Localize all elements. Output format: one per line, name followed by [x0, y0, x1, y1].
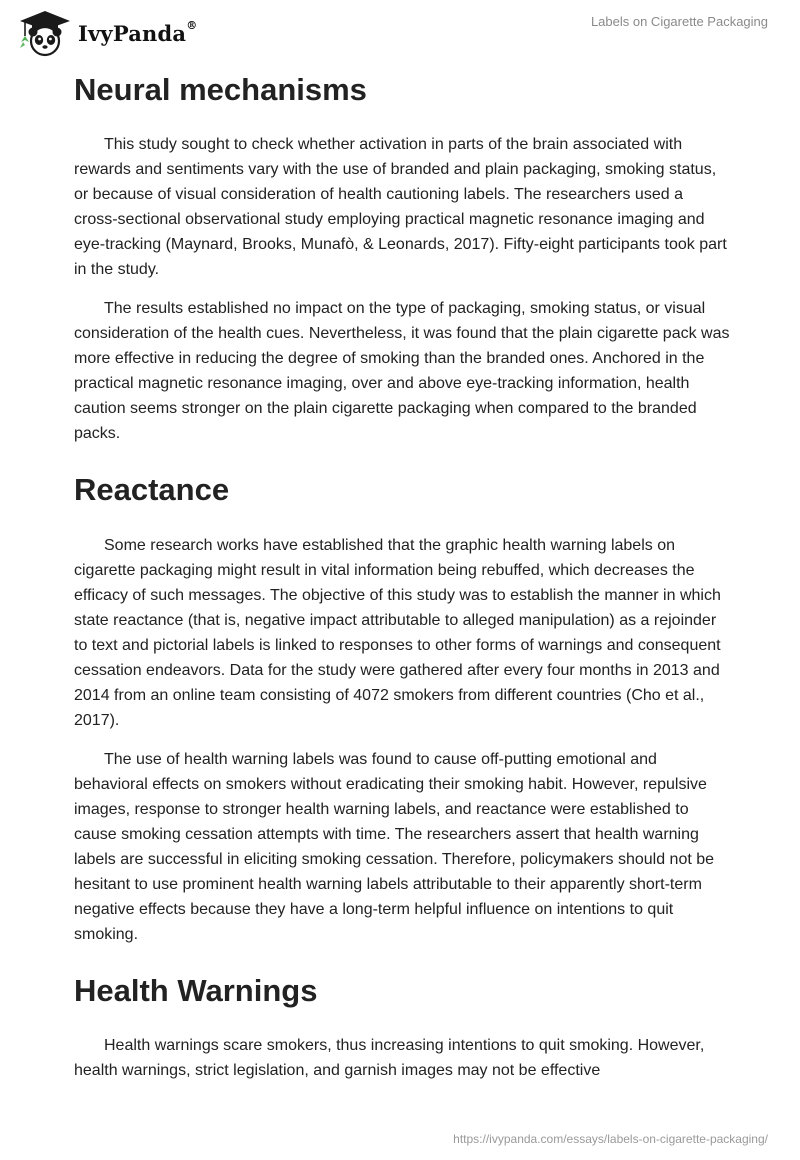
running-title: Labels on Cigarette Packaging	[590, 14, 768, 29]
paragraph: Some research works have established that the graphic health warning labels on cigarette packaging might result in vital information being rebuffed, which decreases the efficacy of such messages. The objective of this study was to establish the manner in which state reactance (that is, negative impact attributable to alleged manipulation) as a rejoinder to text and pictorial labels is linked to responses to other forms of warnings and consequent cessation endeavors. Data for the study were gathered after every four months in 2013 and 2014 from an online team consisting of 4072 smokers from different countries (Cho et al., 2017).	[74, 536, 721, 729]
section-health-warnings	[74, 971, 730, 1107]
paragraph: The use of health warning labels was found to cause off-putting emotional and behavioral effects on smokers without eradicating their smoking habit. However, repulsive images, response to stronger health warning labels, and reactance were established to cause smoking cessation attempts with time. The researchers assert that health warning labels are successful in eliciting smoking cessation. Therefore, policymakers should not be hesitant to use prominent health warning labels attributable to their apparently short-term negative effects because they have a long-term helpful influence on intentions to quit smoking.	[74, 750, 715, 943]
paragraph: The results established no impact on the type of packaging, smoking status, or visual consideration of the health cues. Nevertheless, it was found that the plain cigarette pack was more effective in reducing the degree of smoking than the branded ones. Anchored in the practical magnetic resonance imaging, over and above eye-tracking information, health caution seems stronger on the plain cigarette packaging when compared to the branded packs.	[74, 300, 730, 443]
section-heading: Reactance	[74, 472, 230, 508]
section-heading: Neural mechanisms	[74, 72, 367, 107]
panda-graduate-icon	[14, 8, 76, 58]
section-neural-mechanisms	[74, 70, 730, 470]
footer-url[interactable]: https://ivypanda.com/essays/labels-on-cigarette-packaging/	[453, 1132, 768, 1146]
article-content	[74, 70, 730, 1107]
section-reactance	[74, 470, 730, 970]
section-heading: Health Warnings	[74, 972, 318, 1008]
logo-text: IvyPanda®	[78, 18, 198, 46]
paragraph: Health warnings scare smokers, thus increasing intentions to quit smoking. However, health warnings, strict legislation, and garnish images may not be effective	[74, 1036, 705, 1079]
paragraph: This study sought to check whether activation in parts of the brain associated with rewards and sentiments vary with the use of branded and plain packaging, smoking status, or because of visual consideration of health cautioning labels. The researchers used a cross-sectional observational study employing practical magnetic resonance imaging and eye-tracking (Maynard, Brooks, Munafò, & Leonards, 2017). Fifty-eight participants took part in the study.	[74, 136, 727, 279]
site-logo[interactable]	[14, 8, 197, 58]
